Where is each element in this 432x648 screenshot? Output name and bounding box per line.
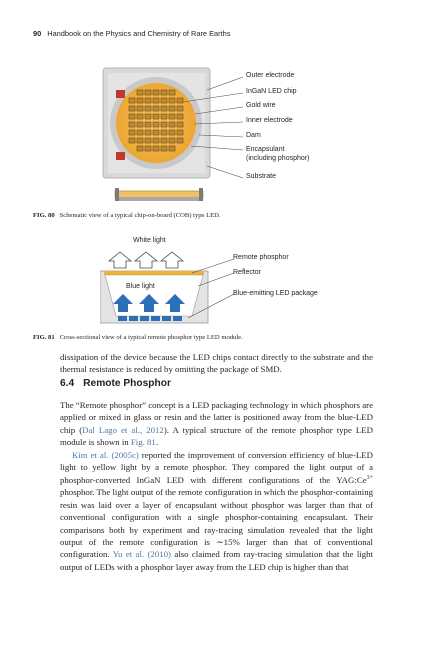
led-chip <box>137 106 143 111</box>
label-ingan-chip: InGaN LED chip <box>246 88 297 95</box>
led-chip <box>129 122 135 127</box>
led-chip <box>161 122 167 127</box>
paragraph-remote-phosphor: The “Remote phosphor” concept is a LED packaging technology in which phosphors are applied or mixed in glass or resin and the latter is positioned away from the blue-LED chip (Dal Lago et al., 2012). A typical structure of the remote phosphor type LED module is shown in Fig. 81. Kim et al. (2005c) reported the improvement of conversion efficiency of blue-LED light to yellow light by a remote phosphor. They compared the light output of a phosphor-converted InGaN LED with different configurations of the $YAG:Ce^{3+}$ phosphor. The light output of the remote configuration in which the phosphor-containing resin was laid over a layer of encapsulant without phosphor was larger than that of conventional configuration with a single phosphor-containing encapsulant. Their comparisons both by experiment and ray-tracing simulation revealed that the light output of the remote configuration is ∼15% larger than that of conventional configuration. Yu et al. (2010) also claimed from ray-tracing simulation that the light output of LEDs with a phosphor layer away from the LED chip is higher than that <box>60 400 374 572</box>
label-reflector: Reflector <box>233 269 262 276</box>
led-chip <box>137 130 143 135</box>
led-chip <box>129 138 135 143</box>
led-chip <box>169 98 175 103</box>
label-outer-electrode: Outer electrode <box>246 72 295 79</box>
cob-side-dam-right <box>199 188 203 201</box>
label-substrate: Substrate <box>246 173 276 180</box>
cob-led-figure <box>95 62 245 208</box>
label-blue-light: Blue light <box>126 283 155 290</box>
led-chip <box>169 122 175 127</box>
remote-phosphor-figure <box>100 246 235 326</box>
cob-side-dam-left <box>115 188 119 201</box>
led-chip <box>169 90 175 95</box>
fig81-caption-text: Cross-sectional view of a typical remote phosphor type LED module. <box>59 334 243 341</box>
led-chip <box>137 122 143 127</box>
page-number: 90 <box>33 29 42 38</box>
electrode-pad-top <box>116 90 125 98</box>
fig81-caption <box>33 334 243 341</box>
led-chip <box>169 106 175 111</box>
led-chip <box>161 114 167 119</box>
led-chip <box>137 98 143 103</box>
led-chip <box>145 130 151 135</box>
citation-yu[interactable]: Yu et al. (2010) <box>112 549 171 560</box>
label-gold-wire: Gold wire <box>246 102 276 109</box>
led-chip <box>169 114 175 119</box>
led-chip <box>145 98 151 103</box>
led-chip <box>153 114 159 119</box>
running-title: Handbook on the Physics and Chemistry of Rare Earths <box>47 29 231 38</box>
led-chip <box>153 138 159 143</box>
led-chip <box>153 130 159 135</box>
figure-link-81[interactable]: Fig. 81 <box>130 437 156 448</box>
superscript-3plus: 3+ <box>366 474 373 481</box>
label-inner-electrode: Inner electrode <box>246 117 293 124</box>
label-dam: Dam <box>246 132 261 139</box>
led-chip <box>153 106 159 111</box>
fig80-caption-label: FIG. 80 <box>33 212 55 219</box>
led-chip <box>145 90 151 95</box>
fig81-caption-label: FIG. 81 <box>33 334 55 341</box>
section-number: 6.4 <box>60 378 75 389</box>
white-light-arrows <box>109 252 183 268</box>
label-white-light: White light <box>133 237 166 244</box>
label-blue-led-package: Blue-emitting LED package <box>233 290 318 297</box>
led-chip <box>145 106 151 111</box>
led-chip <box>137 90 143 95</box>
led-chip <box>169 146 175 151</box>
led-chip <box>177 130 183 135</box>
led-chip <box>177 114 183 119</box>
led-chip <box>145 114 151 119</box>
led-chip <box>161 98 167 103</box>
label-remote-phosphor: Remote phosphor <box>233 254 289 261</box>
led-chip <box>153 90 159 95</box>
label-encapsulant-note: (including phosphor) <box>246 155 310 162</box>
running-header <box>33 29 230 38</box>
led-chip <box>145 138 151 143</box>
led-chip <box>177 122 183 127</box>
citation-dal-lago[interactable]: Dal Lago et al., 2012 <box>82 424 164 435</box>
fig80-caption-text: Schematic view of a typical chip-on-board (COB) type LED. <box>59 212 221 219</box>
paragraph-dissipation: dissipation of the device because the LED chips contact directly to the substrate and the thermal resistance is reduced by omitting the package of SMD. <box>60 352 373 375</box>
led-chip <box>145 122 151 127</box>
citation-kim[interactable]: Kim et al. (2005c) <box>72 449 139 460</box>
section-title: Remote Phosphor <box>83 378 171 389</box>
label-encapsulant: Encapsulant <box>246 146 285 153</box>
led-chip <box>161 130 167 135</box>
led-chip <box>153 122 159 127</box>
led-chip <box>137 138 143 143</box>
led-chip <box>129 130 135 135</box>
led-chip <box>169 138 175 143</box>
blue-light-arrows <box>113 294 185 312</box>
fig80-caption <box>33 212 221 219</box>
remote-phosphor-layer <box>104 271 204 275</box>
led-chip <box>137 146 143 151</box>
section-heading <box>60 378 180 389</box>
led-chip <box>161 106 167 111</box>
led-chip <box>137 114 143 119</box>
led-chip <box>161 146 167 151</box>
cob-side-encapsulant <box>115 191 203 198</box>
led-chip <box>129 114 135 119</box>
led-chip <box>129 106 135 111</box>
led-chip <box>169 130 175 135</box>
led-chip <box>129 98 135 103</box>
led-chip <box>177 138 183 143</box>
led-chip <box>161 138 167 143</box>
cob-side-substrate <box>115 197 203 201</box>
led-chip <box>153 98 159 103</box>
led-chip <box>177 106 183 111</box>
led-chip <box>161 90 167 95</box>
led-chip <box>177 98 183 103</box>
led-chip <box>145 146 151 151</box>
electrode-pad-bottom <box>116 152 125 160</box>
led-chip <box>153 146 159 151</box>
